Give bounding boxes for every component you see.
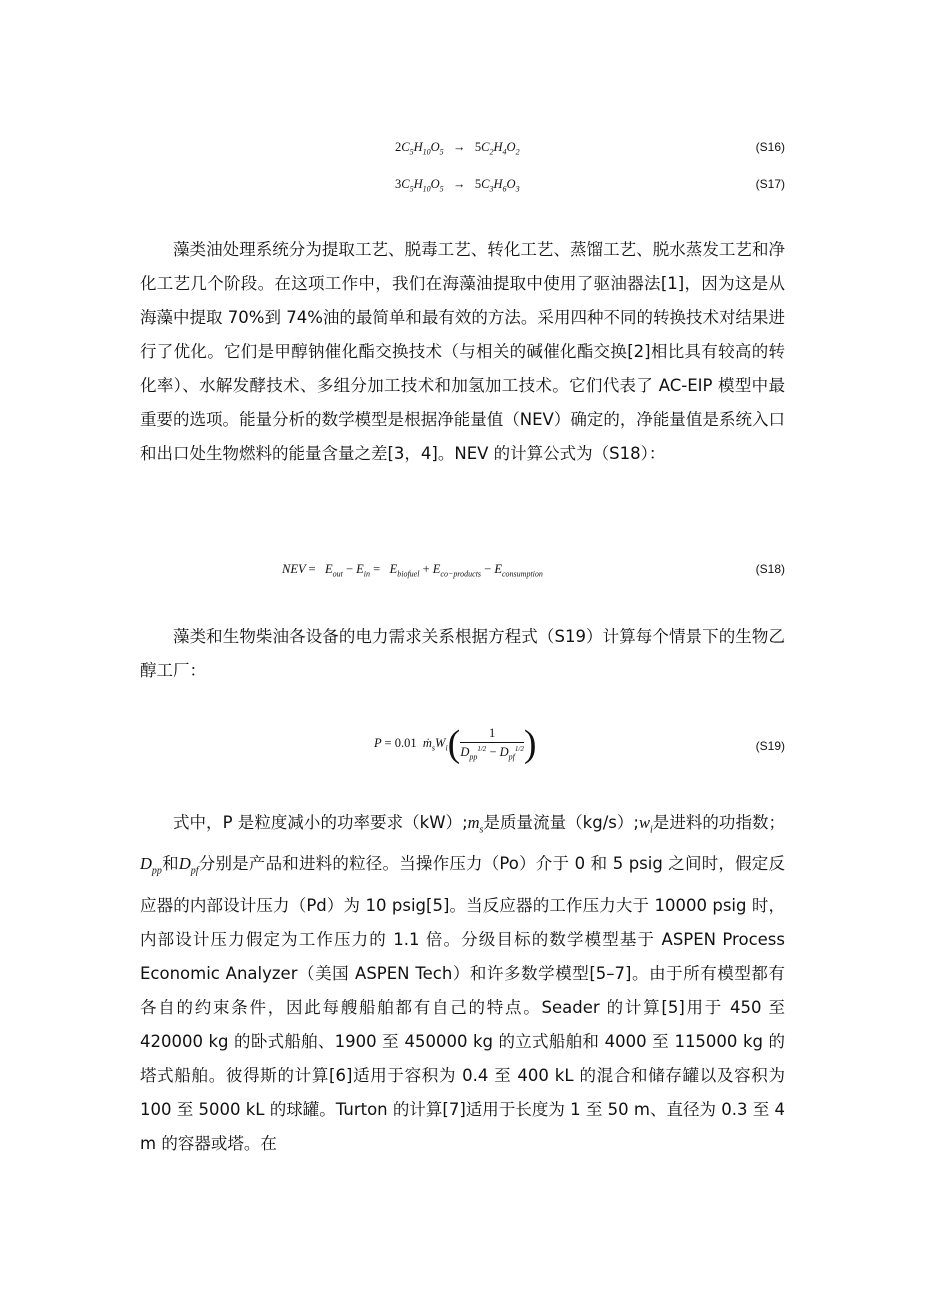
equation-number: (S18) [755, 562, 785, 576]
equation-s18 [140, 557, 785, 581]
equation-s16-formula: $2C_5H_{10}O_5$ → $5C_2H_4O_2$ [395, 140, 520, 157]
paragraph-2: 藻类和生物柴油各设备的电力需求关系根据方程式（S19）计算每个情景下的生物乙醇工厂： [140, 627, 785, 680]
equation-s16 [140, 135, 785, 159]
equation-s17 [140, 172, 785, 196]
paragraph-1: 藻类油处理系统分为提取工艺、脱毒工艺、转化工艺、蒸馏工艺、脱水蒸发工艺和净化工艺几个阶段。在这项工作中，我们在海藻油提取中使用了驱油器法[1]，因为这是从海藻中提取 70%到 74%油的最简单和最有效的方法。采用四种不同的转换技术对结果进行了优化。它们是甲醇钠催化酯交换技术（与相关的碱催化酯交换[2]相比具有较高的转化率）、水解发酵技术、多组分加工技术和加氢加工技术。它们代表了 AC-EIP 模型中最重要的选项。能量分析的数学模型是根据净能量值（NEV）确定的，净能量值是系统入口和出口处生物燃料的能量含量之差[3，4]。NEV 的计算公式为（S18）： [140, 240, 785, 463]
equation-number: (S16) [755, 140, 785, 154]
equation-s17-formula: $3C_5H_{10}O_5$ → $5C_3H_6O_3$ [395, 177, 520, 194]
equation-number: (S19) [755, 739, 785, 753]
equation-s18-formula: NEV = $E_{out} - E_{in} = E_{biofuel} + E_{co-products} - E_{consumption}$ [282, 562, 543, 579]
equation-s19-formula: P = 0.01 $ṁ_sW_i$( $\frac{1}{D_{pp}^{1/2} - D_{pf}^{1/2}}$ ) [374, 723, 537, 765]
equation-number: (S17) [755, 177, 785, 191]
equation-s19 [140, 718, 785, 774]
paragraph-3: 式中，P 是粒度减小的功率要求$(kW);m_s$是质量流量$(kg/s);w_i$是进料的功指数；$D_{pp}$和$D_{pf}$分别是产品和进料的粒径。当操作压力（Po）介于 0 和 5 psig 之间时，假定反应器的内部设计压力（Pd）为 10 psig[5]。当反应器的工作压力大于 10000 psig 时，内部设计压力假定为工作压力的 1.1 倍。分级目标的数学模型基于 ASPEN Process Economic Analyzer（美国 ASPEN Tech）和许多数学模型[5–7]。由于所有模型都有各自的约束条件，因此每艘船舶都有自己的特点。Seader 的计算[5]用于 450 至 420000 kg 的卧式船舶、1900 至 450000 kg 的立式船舶和 4000 至 115000 kg 的塔式船舶。彼得斯的计算[6]适用于容积为 0.4 至 400 kL 的混合和储存罐以及容积为 100 至 5000 kL 的球罐。Turton 的计算[7]适用于长度为 1 至 50 m、直径为 0.3 至 4 m 的容器或塔。在 [140, 813, 786, 1153]
